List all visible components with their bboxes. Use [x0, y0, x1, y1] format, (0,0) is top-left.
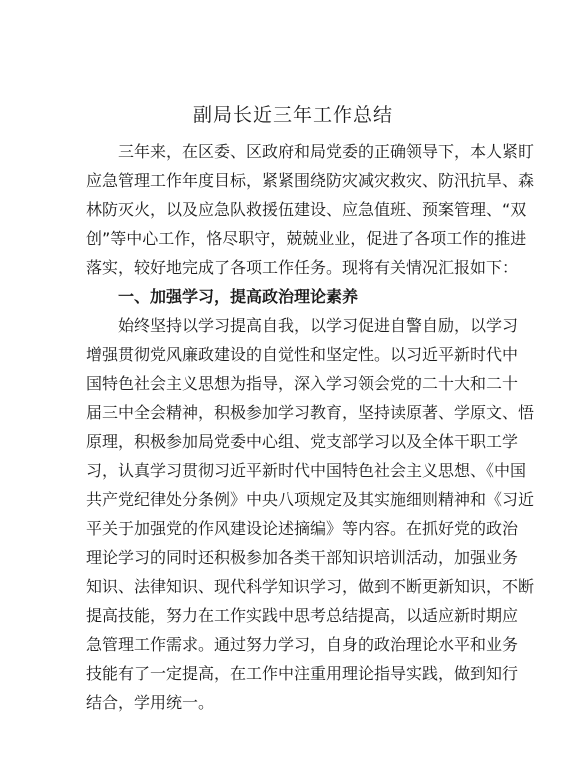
intro-line: 创”等中心工作，恪尽职守，兢兢业业，促进了各项工作的推进: [86, 229, 527, 248]
intro-line: 应急管理工作年度目标，紧紧围绕防灾减灾救灾、防汛抗旱、森: [86, 171, 535, 190]
body-line: 原理，积极参加局党委中心组、党支部学习以及全体干职工学: [86, 432, 519, 451]
body-line: 技能有了一定提高，在工作中注重用理论指导实践，做到知行: [86, 664, 519, 683]
body-line: 习，认真学习贯彻习近平新时代中国特色社会主义思想、《中国: [86, 461, 527, 480]
body-line: 国特色社会主义思想为指导，深入学习领会党的二十大和二十: [86, 374, 519, 393]
body-line: 急管理工作需求。通过努力学习，自身的政治理论水平和业务: [86, 635, 519, 654]
intro-line: 三年来，在区委、区政府和局党委的正确领导下，本人紧盯: [118, 142, 535, 161]
body-line: 提高技能，努力在工作实践中思考总结提高，以适应新时期应: [86, 606, 519, 625]
intro-line: 林防灭火，以及应急队救援伍建设、应急值班、预案管理、“双: [86, 200, 527, 219]
body-line: 结合，学用统一。: [86, 693, 215, 712]
section-heading: 一、加强学习，提高政治理论素养: [118, 287, 359, 306]
body-line: 理论学习的同时还积极参加各类干部知识培训活动，加强业务: [86, 548, 519, 567]
body-line: 知识、法律知识、现代科学知识学习，做到不断更新知识，不断: [86, 577, 535, 596]
intro-line: 落实，较好地完成了各项工作任务。现将有关情况汇报如下：: [86, 258, 519, 277]
body-line: 始终坚持以学习提高自我，以学习促进自警自励，以学习: [118, 316, 519, 335]
body-line: 平关于加强党的作风建设论述摘编》等内容。在抓好党的政治: [86, 519, 519, 538]
body-line: 增强贯彻党风廉政建设的自觉性和坚定性。以习近平新时代中: [86, 345, 519, 364]
document-title: 副局长近三年工作总结: [192, 104, 393, 126]
body-line: 共产党纪律处分条例》中央八项规定及其实施细则精神和《习近: [86, 490, 535, 509]
body-line: 届三中全会精神，积极参加学习教育，坚持读原著、学原文、悟: [86, 403, 535, 422]
